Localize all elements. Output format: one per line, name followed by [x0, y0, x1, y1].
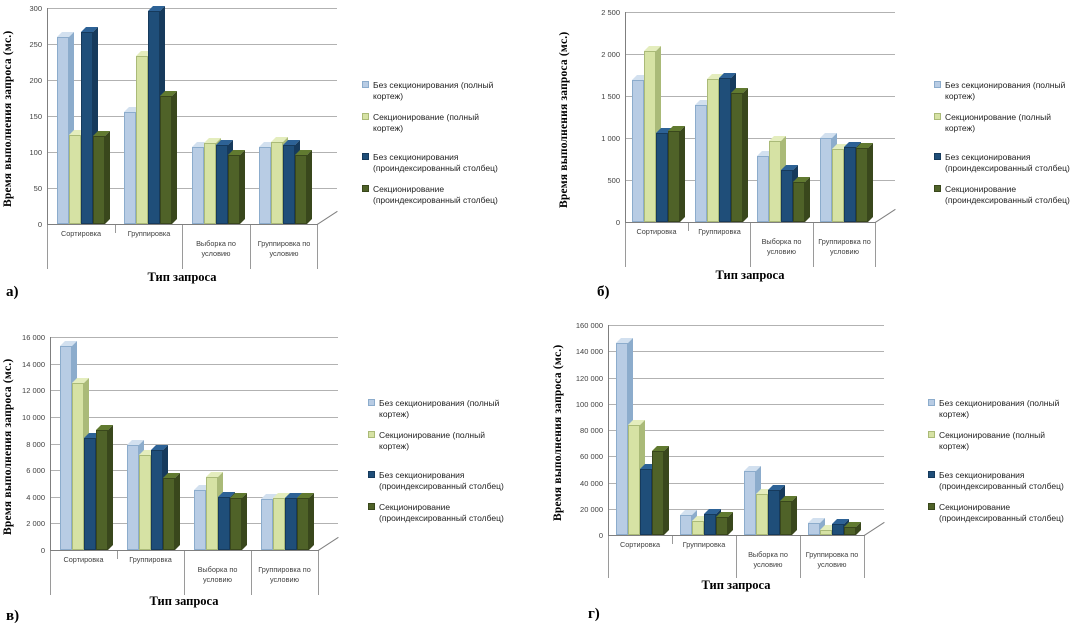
bar-front-face [295, 155, 307, 224]
legend-label: Без секционирования (полный кортеж) [939, 398, 1060, 420]
y-axis-title: Время выполнения запроса (мс.) [2, 358, 14, 535]
x-category-label: Группировка по условию [818, 237, 871, 256]
bar-front-face [230, 498, 242, 550]
bar-front-face [704, 514, 716, 535]
x-category-label: Выборка по условию [197, 565, 238, 584]
legend-item [362, 152, 517, 175]
bar-side-face [172, 91, 177, 224]
gridline [608, 325, 884, 326]
bar-side-face [240, 150, 245, 224]
category-separator [864, 536, 865, 578]
bar-front-face [259, 147, 271, 224]
gridline [608, 404, 884, 405]
legend-item [928, 430, 1083, 453]
legend-marker-s1 [934, 81, 941, 88]
legend-item [934, 80, 1087, 103]
legend-label: Секционирование (полный кортеж) [373, 111, 479, 134]
bar-front-face [285, 498, 297, 550]
legend-marker-s2 [928, 431, 935, 438]
floor-depth-edge [875, 209, 896, 223]
y-tick-label: 80 000 [580, 426, 603, 435]
legend-item [928, 398, 1083, 421]
bar-front-face [808, 523, 820, 535]
bar-front-face [832, 149, 844, 222]
y-tick-label: 160 000 [575, 321, 603, 330]
gridline [608, 351, 884, 352]
bar-s4-c1 [96, 425, 113, 550]
bar-side-face [743, 88, 748, 222]
legend-label: Без секционирования (проиндексированный столбец) [939, 469, 1064, 492]
bar-front-face [271, 142, 283, 224]
bar-front-face [204, 143, 216, 224]
bar-front-face [136, 56, 148, 224]
panel-letter: в) [6, 608, 20, 624]
x-category-label: Группировка по условию [805, 550, 859, 569]
legend-label: Без секционирования (полный кортеж) [945, 80, 1066, 102]
gridline [625, 54, 895, 55]
legend-item [368, 502, 523, 525]
legend-label: Секционирование (полный кортеж) [945, 111, 1051, 134]
legend-item [368, 398, 523, 421]
x-category-label: Группировка [129, 555, 172, 564]
bar-side-face [805, 177, 810, 222]
bar-front-face [652, 451, 664, 535]
legend-marker-s4 [362, 185, 369, 192]
y-tick-label: 0 [37, 220, 42, 229]
bar-front-face [820, 530, 832, 535]
bar-front-face [856, 148, 868, 222]
y-tick-label: 300 [29, 4, 42, 13]
gridline [625, 12, 895, 13]
panel-letter: б) [597, 284, 610, 300]
legend-item [934, 184, 1087, 207]
legend-marker-s2 [368, 431, 375, 438]
bar-side-face [792, 496, 797, 535]
bar-s4-c3 [780, 496, 797, 535]
y-axis-line [625, 12, 626, 222]
y-tick-label: 12 000 [22, 386, 45, 395]
x-category-label: Выборка по условию [761, 237, 802, 256]
x-category-label: Сортировка [619, 540, 661, 549]
bar-front-face [273, 498, 285, 550]
gridline [608, 378, 884, 379]
legend [362, 80, 517, 216]
bar-side-face [664, 446, 669, 535]
bar-front-face [124, 112, 136, 224]
x-category-label: Группировка [127, 229, 171, 238]
bar-s4-c2 [716, 512, 733, 535]
y-axis-title: Время выполнения запроса (мс.) [552, 344, 564, 522]
y-tick-label: 10 000 [22, 413, 45, 422]
bar-front-face [707, 79, 719, 222]
bar-side-face [175, 473, 180, 550]
y-tick-label: 1 500 [601, 92, 620, 101]
x-category-label: Выборка по условию [196, 239, 236, 258]
bar-front-face [148, 11, 160, 224]
bar-front-face [160, 96, 172, 224]
y-tick-label: 50 [33, 184, 42, 193]
y-tick-label: 40 000 [580, 479, 603, 488]
y-axis-title: Время выполнения запроса (мс.) [558, 31, 570, 209]
legend-marker-s4 [368, 503, 375, 510]
bar-s4-c4 [844, 522, 861, 535]
legend-label: Без секционирования (проиндексированный столбец) [945, 151, 1070, 174]
y-tick-label: 14 000 [22, 360, 45, 369]
legend-item [934, 152, 1087, 175]
bar-s4-c4 [297, 493, 314, 550]
bar-s4-c3 [230, 493, 247, 550]
legend-marker-s3 [928, 471, 935, 478]
y-tick-label: 100 [29, 148, 42, 157]
floor-depth-edge [317, 211, 338, 225]
y-tick-label: 16 000 [22, 333, 45, 342]
bar-front-face [640, 469, 652, 535]
bar-front-face [757, 156, 769, 222]
legend-marker-s2 [362, 113, 369, 120]
bar-front-face [228, 155, 240, 224]
y-tick-label: 0 [40, 546, 45, 555]
x-category-label: Группировка [682, 540, 726, 549]
legend-label: Секционирование (проиндексированный столбец) [373, 183, 498, 206]
y-axis-line [47, 8, 48, 224]
y-tick-label: 0 [615, 218, 620, 227]
y-tick-label: 140 000 [575, 347, 603, 356]
y-tick-label: 1 000 [601, 134, 620, 143]
x-category-label: Сортировка [636, 227, 677, 236]
gridline [50, 337, 338, 338]
legend-item [928, 502, 1083, 525]
legend-label: Секционирование (полный кортеж) [379, 429, 485, 452]
y-tick-label: 2 000 [601, 50, 620, 59]
bar-front-face [81, 32, 93, 224]
x-axis-title: Тип запроса [701, 578, 771, 592]
legend-item [362, 112, 517, 135]
bar-front-face [781, 170, 793, 222]
y-tick-label: 250 [29, 40, 42, 49]
y-tick-label: 120 000 [575, 374, 603, 383]
bar-s4-c4 [295, 150, 312, 224]
x-axis-title: Тип запроса [715, 268, 785, 282]
gridline [625, 96, 895, 97]
bar-front-face [283, 145, 295, 224]
bar-front-face [60, 346, 72, 550]
bar-front-face [216, 145, 228, 224]
x-category-label: Группировка по условию [258, 565, 311, 584]
y-tick-label: 4 000 [26, 493, 45, 502]
bar-front-face [656, 133, 668, 222]
bar-front-face [218, 497, 230, 550]
bar-side-face [680, 126, 685, 222]
bar-front-face [628, 425, 640, 535]
bar-front-face [261, 499, 273, 550]
bar-front-face [680, 515, 692, 535]
bar-side-face [105, 131, 110, 224]
bar-front-face [96, 430, 108, 550]
x-category-label: Группировка [698, 227, 741, 236]
bar-front-face [695, 105, 707, 222]
legend-label: Секционирование (проиндексированный столбец) [939, 501, 1064, 524]
y-axis-line [608, 325, 609, 535]
bar-front-face [832, 524, 844, 535]
panel-letter: г) [588, 606, 600, 622]
bar-side-face [108, 425, 113, 550]
bar-front-face [692, 521, 704, 535]
bar-front-face [768, 490, 780, 535]
x-category-label: Сортировка [63, 555, 104, 564]
legend-marker-s3 [934, 153, 941, 160]
y-tick-label: 100 000 [575, 400, 603, 409]
legend-item [368, 470, 523, 493]
legend-label: Без секционирования (проиндексированный столбец) [373, 151, 498, 174]
y-axis-line [50, 337, 51, 550]
y-tick-label: 200 [29, 76, 42, 85]
legend-marker-s2 [934, 113, 941, 120]
bar-side-face [307, 150, 312, 224]
legend [934, 80, 1087, 216]
bar-front-face [139, 455, 151, 550]
legend-label: Без секционирования (полный кортеж) [379, 398, 500, 420]
bar-front-face [668, 131, 680, 222]
bar-front-face [756, 494, 768, 535]
bar-s4-c2 [731, 88, 748, 222]
bar-front-face [163, 478, 175, 550]
bar-side-face [242, 493, 247, 550]
legend-item [362, 184, 517, 207]
bar-s4-c2 [160, 91, 177, 224]
panel-letter: а) [6, 284, 19, 300]
y-tick-label: 0 [598, 531, 603, 540]
bar-s4-c2 [163, 473, 180, 550]
bar-front-face [57, 37, 69, 224]
bar-front-face [93, 136, 105, 224]
y-axis-title: Время выполнения запроса (мс.) [2, 30, 14, 208]
bar-front-face [84, 438, 96, 550]
legend-label: Секционирование (полный кортеж) [939, 429, 1045, 452]
floor-depth-edge [318, 537, 339, 551]
legend-marker-s4 [928, 503, 935, 510]
y-tick-label: 6 000 [26, 466, 45, 475]
bar-front-face [194, 490, 206, 550]
legend-marker-s1 [928, 399, 935, 406]
bar-front-face [127, 445, 139, 550]
y-tick-label: 2 000 [26, 519, 45, 528]
legend-item [368, 430, 523, 453]
bar-front-face [644, 51, 656, 222]
bar-side-face [309, 493, 314, 550]
legend-marker-s1 [368, 399, 375, 406]
bar-front-face [719, 78, 731, 222]
y-tick-label: 500 [607, 176, 620, 185]
bar-side-face [728, 512, 733, 535]
legend-label: Секционирование (проиндексированный столбец) [945, 183, 1070, 206]
bar-s4-c1 [652, 446, 669, 535]
x-axis-title: Тип запроса [149, 594, 219, 608]
bar-s4-c1 [93, 131, 110, 224]
bar-front-face [769, 141, 781, 222]
legend-item [934, 112, 1087, 135]
gridline [50, 417, 338, 418]
y-tick-label: 60 000 [580, 452, 603, 461]
legend-marker-s1 [362, 81, 369, 88]
gridline [608, 456, 884, 457]
legend [928, 398, 1083, 534]
gridline [47, 8, 337, 9]
legend-label: Без секционирования (полный кортеж) [373, 80, 494, 102]
legend-marker-s4 [934, 185, 941, 192]
x-axis-title: Тип запроса [147, 270, 217, 284]
legend-item [362, 80, 517, 103]
gridline [50, 364, 338, 365]
x-category-label: Группировка по условию [257, 239, 311, 258]
bar-front-face [192, 147, 204, 224]
bar-front-face [206, 477, 218, 550]
floor-depth-edge [864, 522, 885, 536]
bar-front-face [72, 383, 84, 550]
bar-front-face [844, 147, 856, 222]
legend [368, 398, 523, 534]
bar-front-face [151, 450, 163, 550]
legend-label: Без секционирования (проиндексированный столбец) [379, 469, 504, 492]
bar-front-face [793, 182, 805, 222]
bar-front-face [616, 343, 628, 535]
y-tick-label: 8 000 [26, 440, 45, 449]
x-category-label: Сортировка [60, 229, 102, 238]
legend-item [928, 470, 1083, 493]
legend-label: Секционирование (проиндексированный столбец) [379, 501, 504, 524]
category-separator [318, 551, 319, 595]
bar-front-face [632, 80, 644, 222]
gridline [608, 430, 884, 431]
bar-front-face [297, 498, 309, 550]
bar-s4-c1 [668, 126, 685, 222]
bar-side-face [868, 143, 873, 222]
bar-front-face [744, 471, 756, 535]
legend-marker-s3 [368, 471, 375, 478]
gridline [50, 390, 338, 391]
y-tick-label: 150 [29, 112, 42, 121]
bar-front-face [844, 527, 856, 535]
bar-front-face [820, 138, 832, 222]
bar-s4-c4 [856, 143, 873, 222]
x-category-label: Выборка по условию [748, 550, 788, 569]
bar-s4-c3 [793, 177, 810, 222]
bar-front-face [716, 517, 728, 535]
y-tick-label: 20 000 [580, 505, 603, 514]
bar-front-face [69, 135, 81, 224]
legend-marker-s3 [362, 153, 369, 160]
bar-front-face [780, 501, 792, 535]
bar-s4-c3 [228, 150, 245, 224]
y-tick-label: 2 500 [601, 8, 620, 17]
bar-front-face [731, 93, 743, 222]
